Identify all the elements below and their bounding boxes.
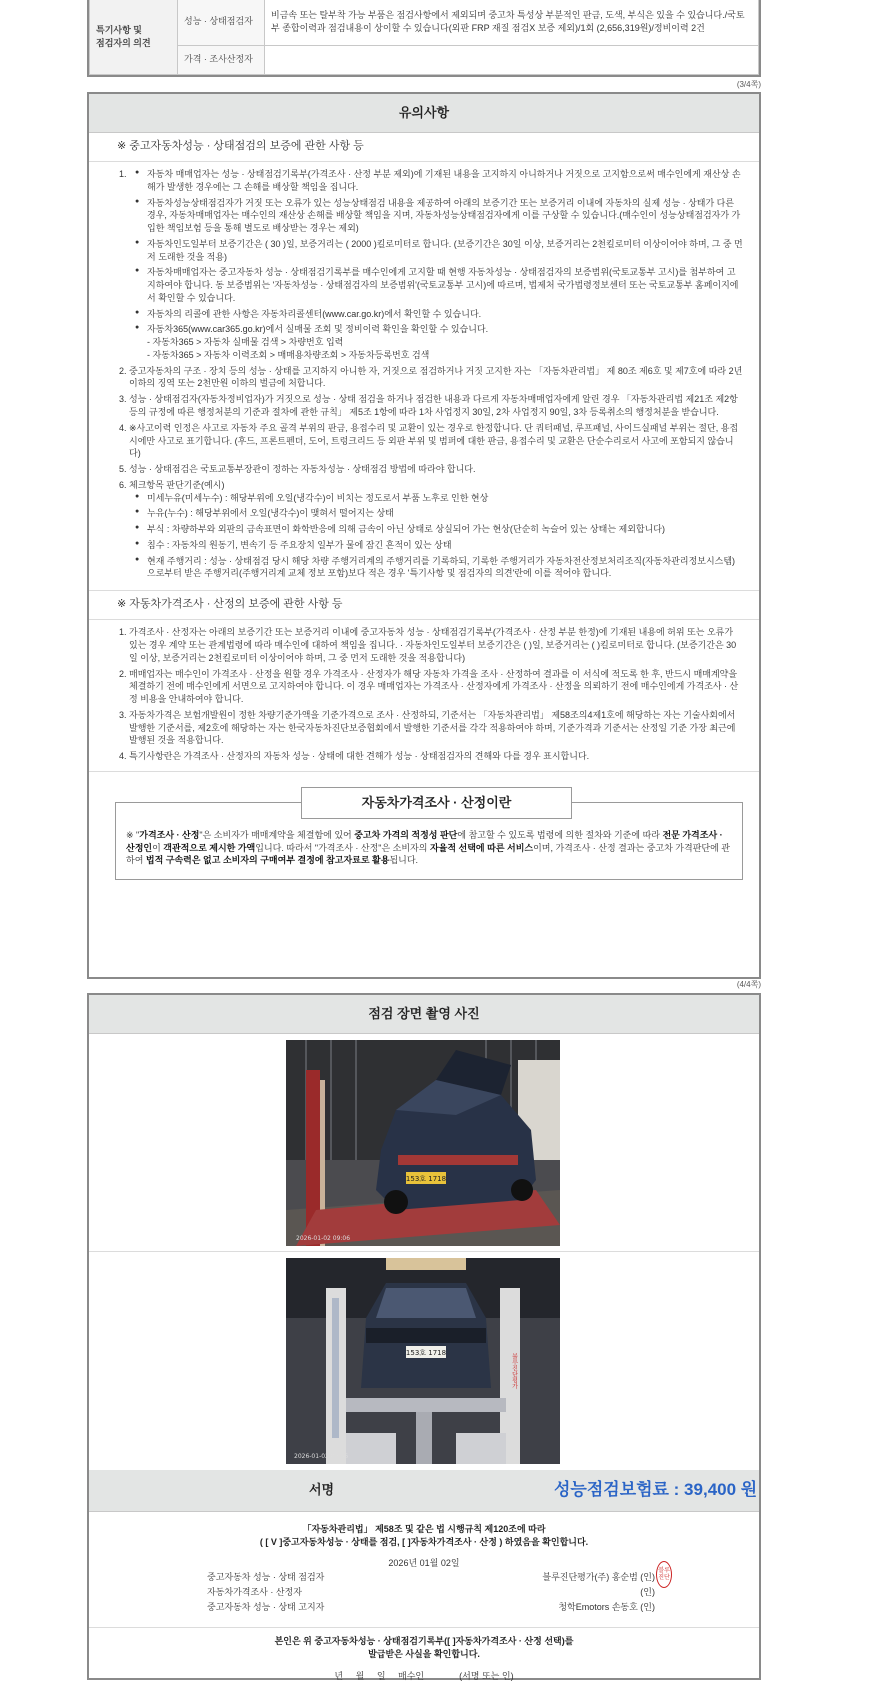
- page-number: (4/4쪽): [736, 980, 761, 989]
- inspector-opinion: 비금속 또는 탈부착 가능 부품은 점검사항에서 제외되며 중고차 특성상 부분적인 판금, 도색, 부식은 있을 수 있습니다./국토부 종합이력과 점검내용이 상이할 수 있습니다(외판 FRP 재질 점검X 보증 제외)/1회 (2,656,319원)/정비이력 2건: [265, 0, 759, 45]
- car365-sub: - 자동차365 > 자동차 실매물 검색 > 차량번호 입력: [147, 337, 344, 348]
- signature-header: [89, 1470, 759, 1512]
- inspection-notes-list: [89, 168, 743, 580]
- seal-stamp: 블루진단: [656, 1561, 672, 1588]
- divider: [89, 619, 759, 620]
- price-definition-box: [115, 794, 743, 880]
- photo-row: [89, 1252, 759, 1470]
- bullet-item: ● 자동차성능상태점검자가 거짓 또는 오류가 있는 성능상태점검 내용을 제공하여 아래의 보증기간 또는 보증거리 이내에 자동차의 실제 성능 · 상태가 다른 경우, 자동차매매업자는 매수인의 재산상 손해를 배상할 책임을 지며, 자동차성능상태점검자에게 이를 구상할 수 있습니다.(매수인이 성능상태점검자가 가입한 책임보험 등을 통해 별도로 배상받는 경우는 제외): [135, 197, 743, 235]
- list-item: 4. 특기사항란은 가격조사 · 산정자의 자동차 성능 · 상태에 대한 견해가 성능 · 상태점검자의 견해와 다를 경우 표시합니다.: [129, 750, 743, 763]
- bullet-item: ● 현재 주행거리 : 성능 · 상태점검 당시 해당 차량 주행거리계의 주행거리를 기록하되, 기록한 주행거리가 자동차전산정보처리조직(자동차관리정보시스템)으로부터 받은 주행거리(주행거리계 교체 정보 포함)보다 적은 경우 '특기사항 및 점검자의 의견'란에 이를 적어야 합니다.: [135, 555, 743, 581]
- divider: [89, 771, 759, 772]
- bullet-item: [135, 323, 743, 361]
- photos-title: 점검 장면 촬영 사진: [89, 995, 759, 1034]
- list-item: 5. 성능 · 상태점검은 국토교통부장관이 정하는 자동차성능 · 상태점검 방법에 따라야 합니다.: [129, 463, 743, 476]
- inspector-opinion-table: [87, 0, 761, 77]
- inspector-signature: 블루진단평가(주) 홍순범 (인): [542, 1572, 655, 1583]
- inspection-date: 2026년 01월 02일: [388, 1557, 460, 1568]
- price-assessor-opinion: [265, 45, 759, 74]
- price-assessor-signature: (인): [640, 1587, 655, 1598]
- price-definition-title: 자동차가격조사 · 산정이란: [301, 787, 572, 819]
- section-title-price: ※ 자동차가격조사 · 산정의 보증에 관한 사항 등: [117, 598, 343, 611]
- bullet-item: ● 침수 : 자동차의 원동기, 변속기 등 주요장치 일부가 물에 잠긴 흔적이 있는 상태: [135, 539, 743, 552]
- page-number: (3/4쪽): [736, 80, 761, 89]
- price-definition-text: ※ "가격조사 · 산정"은 소비자가 매매계약을 체결함에 있어 중고차 가격의 적정성 판단에 참고할 수 있도록 법령에 의한 절차와 기준에 따라 전문 가격조사 · 산정인이 객관적으로 제시한 가액입니다. 따라서 "가격조사 · 산정"은 소비자의 자율적 선택에 따른 서비스이며, 가격조사 · 산정 결과는 중고차 가격판단에 관하여 법적 구속력은 없고 소비자의 구매여부 결정에 참고자료로 활용됩니다.: [126, 829, 730, 866]
- role-notifier: 중고자동차 성능 · 상태 고지자: [207, 1602, 325, 1613]
- list-item: [129, 479, 743, 580]
- divider: [89, 161, 759, 162]
- list-item: 3. 성능 · 상태점검자(자동차정비업자)가 거짓으로 성능 · 상태 점검을 하거나 점검한 내용과 다르게 자동차매매업자에게 알린 경우 「자동차관리법 제21조 제2항 등의 규정에 따른 행정처분의 기준과 절차에 관한 규칙」 제5조 1항에 따라 1차 사업정지 30일, 2차 사업정지 90일, 3차 등록취소의 행정처분을 받습니다.: [129, 393, 743, 419]
- bullet-item: ● 미세누유(미세누수) : 해당부위에 오일(냉각수)이 비치는 정도로서 부품 노후로 인한 현상: [135, 492, 743, 505]
- bullet-item: ● 자동차의 리콜에 관한 사항은 자동차리콜센터(www.car.go.kr)에서 확인할 수 있습니다.: [135, 308, 743, 321]
- criteria-title: 체크항목 판단기준(예시): [129, 479, 225, 490]
- inspection-photo-rear: [286, 1258, 560, 1464]
- license-plate: 153호 1718: [405, 1175, 447, 1183]
- divider: [89, 590, 759, 591]
- car365-sub: - 자동차365 > 자동차 이력조회 > 매매용차량조회 > 자동차등록번호 검색: [147, 349, 430, 360]
- price-assessor-head: 가격 · 조사산정자: [178, 45, 265, 74]
- list-item: [129, 168, 743, 362]
- list-item: 4. ※사고이력 인정은 사고로 자동차 주요 골격 부위의 판금, 용접수리 및 교환이 있는 경우로 한정합니다. 단 쿼터패널, 루프패널, 사이드실패널 부위는 절단, 용접 시에만 사고로 표기합니다. (후드, 프론트펜더, 도어, 트렁크리드 등 외판 부위 및 범퍼에 대한 판금, 용접수리 및 교환은 단순수리로서 사고에 포함되지 않습니다): [129, 422, 743, 460]
- list-item: 1. 가격조사 · 산정자는 아래의 보증기간 또는 보증거리 이내에 중고자동차 성능 · 상태점검기록부(가격조사 · 산정 부분 한정)에 기재된 내용에 허위 또는 오류가 있는 경우 계약 또는 관계법령에 따라 매수인에 대하여 책임을 집니다. · 자동차인도일부터 보증기간은 ( )일, 보증거리는 ( )킬로미터로 합니다. (보증기간은 30일 이상, 보증거리는 2천킬로미터 이상이어야 하며, 그 중 먼저 도래한 것을 적용합니다): [129, 626, 743, 664]
- bullet-item: ● 자동차매매업자는 중고자동차 성능 · 상태점검기록부를 매수인에게 고지할 때 현행 자동차성능 · 상태점검자의 보증범위(국토교통부 고시)를 첨부하여 고지하여야 합니다. 동 보증범위는 '자동차성능 · 상태점검자의 보증범위'(국토교통부 고시)에 따르며, 법제처 국가법령정보센터 또는 국토교통부 홈페이지에서 확인할 수 있습니다.: [135, 266, 743, 304]
- buyer-signature-line: 년 월 일 매수인 (서명 또는 인): [334, 1670, 514, 1681]
- notifier-signature: 청학Emotors 손동호 (인): [558, 1602, 655, 1613]
- signature-title: 서명: [308, 1482, 335, 1498]
- buyer-confirmation: 본인은 위 중고자동차성능 · 상태점검기록부([ ]자동차가격조사 · 산정 선택)를 발급받은 사실을 확인합니다.: [274, 1636, 574, 1660]
- signatories: [89, 1568, 759, 1621]
- notes-title: 유의사항: [89, 94, 759, 133]
- car365-line: ● 자동차365(www.car365.go.kr)에서 실매물 조회 및 정비이력 확인을 확인할 수 있습니다.: [147, 324, 489, 335]
- section-title-inspection: ※ 중고자동차성능 · 상태점검의 보증에 관한 사항 등: [117, 140, 364, 152]
- opinion-label: 특기사항 및 점검자의 의견: [90, 0, 178, 75]
- photo-timestamp: 2026-01-02 09:06: [296, 1235, 351, 1242]
- bullet-item: ● 자동차인도일부터 보증기간은 ( 30 )일, 보증거리는 ( 2000 )킬로미터로 합니다. (보증기간은 30일 이상, 보증거리는 2천킬로미터 이상이어야 하며, 그 중 먼저 도래한 것을 적용): [135, 238, 743, 264]
- bullet-item: ● 1. 자동차 매매업자는 성능 · 상태점검기록부(가격조사 · 산정 부분 제외)에 기재된 내용을 고지하지 아니하거나 거짓으로 고지함으로써 매수인에게 재산상 손해가 발생한 경우에는 그 손해를 배상할 책임을 집니다.: [135, 168, 743, 194]
- photo-timestamp: 2026-01-02 09:06: [294, 1453, 349, 1460]
- insurance-fee: 성능점검보험료 : 39,400 원: [554, 1480, 758, 1500]
- photos-panel: [87, 993, 761, 1680]
- list-item: 2. 중고자동차의 구조 · 장치 등의 성능 · 상태를 고지하지 아니한 자, 거짓으로 점검하거나 거짓 고지한 자는 「자동차관리법」 제 80조 제6호 및 제7호에 따라 2년 이하의 징역 또는 2천만원 이하의 벌금에 처합니다.: [129, 365, 743, 391]
- divider: [89, 1627, 759, 1628]
- photo-row: [89, 1034, 759, 1252]
- bullet-item: ● 부식 : 차량하부와 외판의 금속표면이 화학반응에 의해 금속이 아닌 상태로 상실되어 가는 현상(단순히 녹슬어 있는 상태는 제외합니다): [135, 523, 743, 536]
- license-plate: 153호 1718: [405, 1349, 447, 1357]
- notes-panel: [87, 92, 761, 979]
- inspector-head: 성능 · 상태점검자: [178, 0, 265, 45]
- bullet-item: ● 누유(누수) : 해당부위에서 오일(냉각수)이 맺혀서 떨어지는 상태: [135, 507, 743, 520]
- law-statement: 「자동차관리법」 제58조 및 같은 법 시행규칙 제120조에 따라 ( [ V ]중고자동차성능 · 상태를 점검, [ ]자동차가격조사 · 산정 ) 하였음을 확인합니다.: [259, 1524, 589, 1547]
- lift-pillar-label: 블루진단평가: [510, 1353, 518, 1389]
- price-notes-list: [89, 626, 743, 763]
- list-item: 3. 자동차가격은 보험개발원이 정한 차량기준가액을 기준가격으로 조사 · 산정하되, 기준서는 「자동차관리법」 제58조의4제1호에 해당하는 자는 기술사회에서 발행한 기준서를, 제2호에 해당하는 자는 한국자동차진단보증협회에서 발행한 기준서를 각각 적용하여야 하며, 기준가격과 기준서는 산정일 기준 가장 최근에 발행된 것을 적용합니다.: [129, 709, 743, 747]
- list-item: 2. 매매업자는 매수인이 가격조사 · 산정을 원할 경우 가격조사 · 산정자가 해당 자동차 가격을 조사 · 산정하여 결과를 이 서식에 적도록 한 후, 반드시 매매계약을 체결하기 전에 매수인에게 서면으로 고지하여야 합니다. 이 경우 매매업자는 가격조사 · 산정자에게 가격조사 · 산정을 의뢰하기 전에 매수인에게 가격조사 · 산정 비용을 안내하여야 합니다.: [129, 668, 743, 706]
- role-price-assessor: 자동차가격조사 · 산정자: [207, 1587, 302, 1598]
- role-inspector: 중고자동차 성능 · 상태 점검자: [207, 1572, 325, 1583]
- inspection-photo-front: [286, 1040, 560, 1246]
